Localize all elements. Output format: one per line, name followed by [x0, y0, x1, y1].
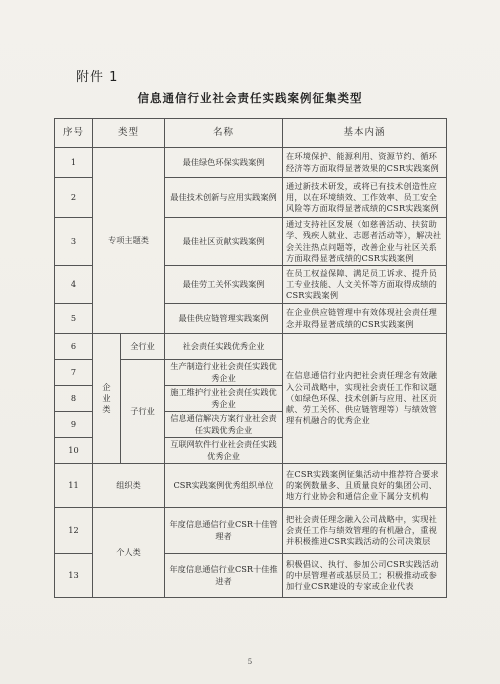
row-no: 10 [55, 438, 93, 464]
row-no: 4 [55, 266, 93, 304]
attachment-label: 附件 1 [76, 70, 119, 85]
row-name: CSR实践案例优秀组织单位 [165, 464, 283, 508]
table-row [55, 464, 447, 508]
row-content: 通过新技术研发，或将已有技术创造性应用，以在环境绩效、工作效率、员工安全风险等方面取得显著成绩的CSR实践案例 [283, 178, 447, 218]
row-name: 最佳绿色环保实践案例 [165, 148, 283, 178]
group-person: 个人类 [93, 508, 165, 598]
row-no: 1 [55, 148, 93, 178]
row-no: 7 [55, 360, 93, 386]
row-name: 年度信息通信行业CSR十佳推进者 [165, 554, 283, 598]
row-content: 通过支持社区发展（如慈善活动、扶贫助学、残疾人就业、志愿者活动等），解决社会关注热点问题等，改善企业与社区关系方面取得显著成绩的CSR实践案例 [283, 218, 447, 266]
header-type: 类型 [93, 119, 165, 148]
group-all-industry: 全行业 [121, 334, 165, 360]
row-content: 在员工权益保障、满足员工诉求、提升员工专业技能、人文关怀等方面取得成绩的CSR实践案例 [283, 266, 447, 304]
row-no: 3 [55, 218, 93, 266]
group-org: 组织类 [93, 464, 165, 508]
enterprise-content: 在信息通信行业内把社会责任理念有效融入公司战略中，实现社会责任工作和议题（如绿色环保、技术创新与应用、社区贡献、劳工关怀、供应链管理等）与绩效管理有机融合的优秀企业 [283, 334, 447, 464]
row-no: 12 [55, 508, 93, 554]
row-no: 8 [55, 386, 93, 412]
row-name: 最佳供应链管理实践案例 [165, 304, 283, 334]
table-row [55, 148, 447, 178]
row-name: 最佳技术创新与应用实践案例 [165, 178, 283, 218]
table-header-row [55, 119, 447, 148]
row-name: 生产制造行业社会责任实践优秀企业 [165, 360, 283, 386]
row-content: 在环境保护、能源利用、资源节约、循环经济等方面取得显著效果的CSR实践案例 [283, 148, 447, 178]
row-no: 11 [55, 464, 93, 508]
group-sub-industry: 子行业 [121, 360, 165, 464]
group-enterprise: 企业类 [93, 334, 121, 464]
row-name: 最佳社区贡献实践案例 [165, 218, 283, 266]
group-special: 专项主题类 [93, 148, 165, 334]
case-type-table [54, 118, 447, 598]
row-content: 在企业供应链管理中有效体现社会责任理念并取得显著成绩的CSR实践案例 [283, 304, 447, 334]
row-content: 把社会责任理念融入公司战略中，实现社会责任工作与绩效管理的有机融合，重视并积极推进CSR实践活动的公司决策层 [283, 508, 447, 554]
row-no: 13 [55, 554, 93, 598]
row-content: 在CSR实践案例征集活动中推荐符合要求的案例数量多、且质量良好的集团公司、地方行业协会和通信企业下属分支机构 [283, 464, 447, 508]
row-no: 9 [55, 412, 93, 438]
row-name: 信息通信解决方案行业社会责任实践优秀企业 [165, 412, 283, 438]
row-content: 积极倡议、执行、参加公司CSR实践活动的中层管理者或基层员工；积极推动或参加行业CSR建设的专家或企业代表 [283, 554, 447, 598]
row-name: 互联网软件行业社会责任实践优秀企业 [165, 438, 283, 464]
row-name: 年度信息通信行业CSR十佳管理者 [165, 508, 283, 554]
header-no: 序号 [55, 119, 93, 148]
table-row [55, 334, 447, 360]
header-name: 名称 [165, 119, 283, 148]
row-no: 5 [55, 304, 93, 334]
row-no: 2 [55, 178, 93, 218]
row-name: 最佳劳工关怀实践案例 [165, 266, 283, 304]
row-no: 6 [55, 334, 93, 360]
page-number: 5 [247, 658, 253, 666]
header-content: 基本内涵 [283, 119, 447, 148]
document-title: 信息通信行业社会责任实践案例征集类型 [137, 91, 363, 105]
row-name: 施工维护行业社会责任实践优秀企业 [165, 386, 283, 412]
table-row [55, 508, 447, 554]
row-name: 社会责任实践优秀企业 [165, 334, 283, 360]
